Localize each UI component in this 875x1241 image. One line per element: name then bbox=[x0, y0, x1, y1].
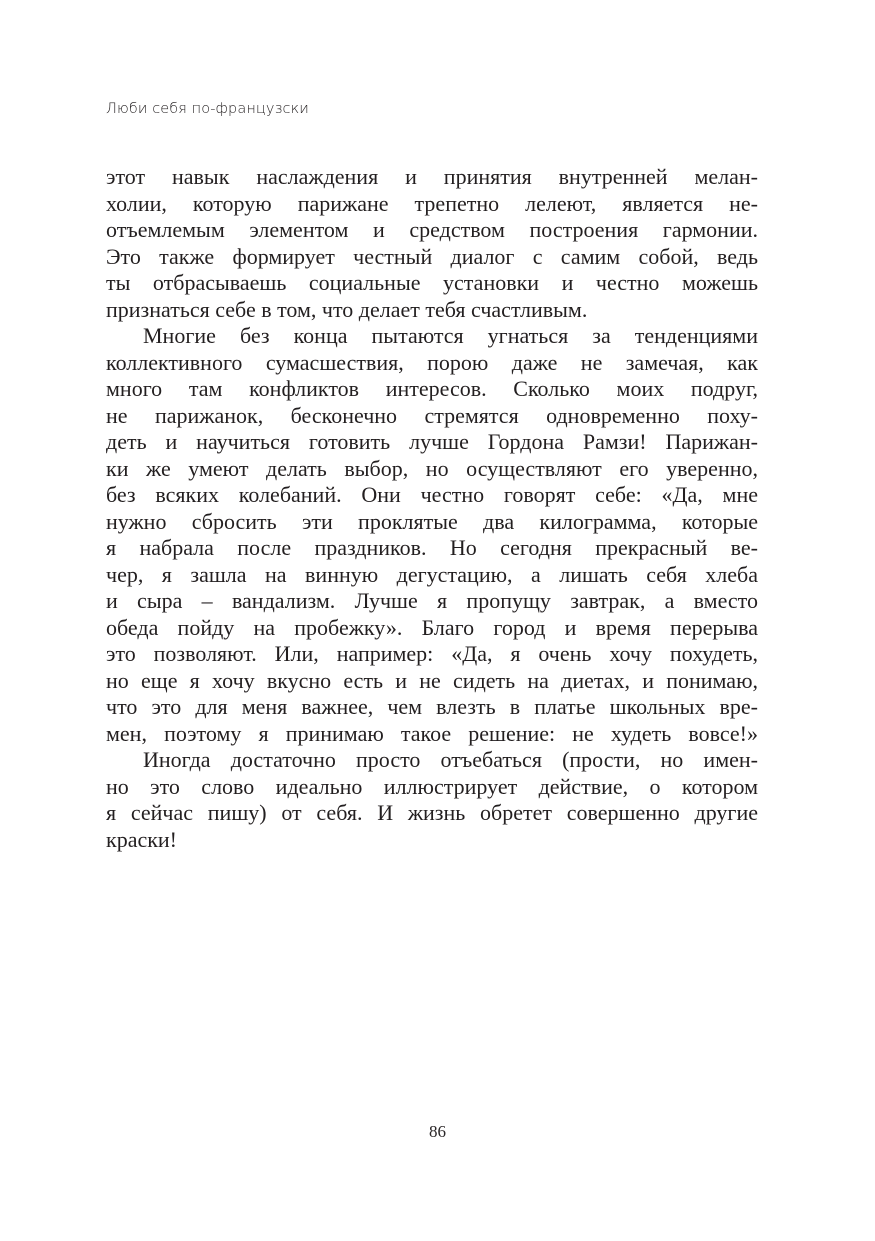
text-line: ты отбрасываешь социальные установки и честно можешь bbox=[106, 270, 758, 295]
text-line: и сыра – вандализм. Лучше я пропущу завтрак, а вместо bbox=[106, 588, 758, 613]
text-line: что это для меня важнее, чем влезть в платье школьных вре- bbox=[106, 694, 758, 719]
running-head: Люби себя по-французски bbox=[106, 101, 309, 117]
text-line: этот навык наслаждения и принятия внутренней мелан- bbox=[106, 164, 758, 189]
text-line: мен, поэтому я принимаю такое решение: не худеть вовсе!» bbox=[106, 720, 758, 746]
text-line: не парижанок, бесконечно стремятся одновременно поху- bbox=[106, 402, 758, 428]
text-line: без всяких колебаний. Они честно говорят себе: «Да, мне bbox=[106, 482, 758, 507]
text-line: отъемлемым элементом и средством построения гармонии. bbox=[106, 217, 758, 242]
text-line: коллективного сумасшествия, порою даже не замечая, как bbox=[106, 349, 758, 375]
text-line: но еще я хочу вкусно есть и не сидеть на диетах, и понимаю, bbox=[106, 667, 758, 693]
page-number: 86 bbox=[429, 1122, 446, 1141]
text-line: я сейчас пишу) от себя. И жизнь обретет совершенно другие bbox=[106, 800, 758, 825]
text-line: Многие без конца пытаются угнаться за тенденциями bbox=[143, 323, 758, 348]
text-line: много там конфликтов интересов. Сколько моих подруг, bbox=[106, 376, 758, 401]
text-line: Иногда достаточно просто отъебаться (прости, но имен- bbox=[143, 747, 758, 772]
text-line: признаться себе в том, что делает тебя счастливым. bbox=[106, 296, 588, 322]
text-line: обеда пойду на пробежку». Благо город и время перерыва bbox=[106, 614, 758, 640]
text-line: Это также формирует честный диалог с самим собой, ведь bbox=[106, 243, 758, 269]
text-line: деть и научиться готовить лучше Гордона Рамзи! Парижан- bbox=[106, 429, 758, 454]
text-line: я набрала после праздников. Но сегодня прекрасный ве- bbox=[106, 535, 758, 560]
text-line: чер, я зашла на винную дегустацию, а лишать себя хлеба bbox=[106, 561, 758, 587]
text-line: это позволяют. Или, например: «Да, я очень хочу похудеть, bbox=[106, 641, 758, 666]
text-line: нужно сбросить эти проклятые два килограмма, которые bbox=[106, 508, 758, 534]
text-line: ки же умеют делать выбор, но осуществляют его уверенно, bbox=[106, 455, 758, 481]
text-line: холии, которую парижане трепетно лелеют, является не- bbox=[106, 190, 758, 216]
text-line: краски! bbox=[106, 826, 178, 852]
text-line: но это слово идеально иллюстрирует действие, о котором bbox=[106, 773, 758, 799]
body-text bbox=[106, 164, 758, 853]
